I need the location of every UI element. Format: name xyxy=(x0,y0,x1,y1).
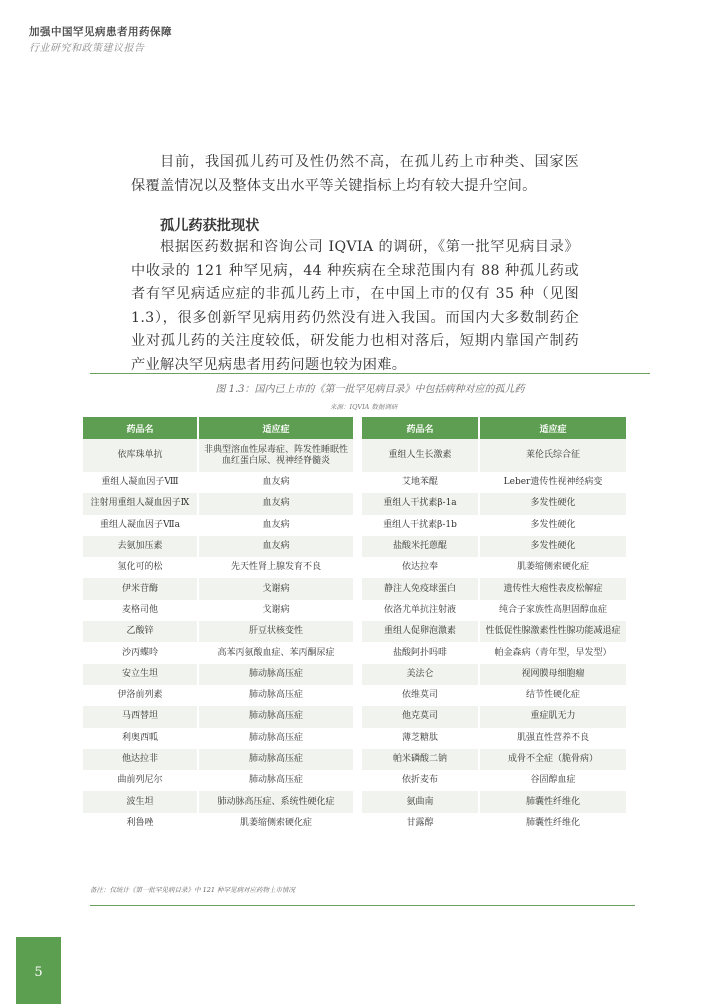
table-row xyxy=(362,536,626,557)
drug-name-cell: 薄芝糖肽 xyxy=(362,728,479,749)
indication-cell: 肺动脉高压症 xyxy=(198,728,353,749)
indication-cell: 肌萎缩侧索硬化症 xyxy=(198,813,353,834)
orphan-drug-table-left xyxy=(83,417,353,834)
page-number-box xyxy=(16,937,61,1004)
drug-name-cell: 重组人凝血因子Ⅷ xyxy=(83,472,198,493)
table-row xyxy=(362,578,626,599)
drug-name-cell: 重组人干扰素β-1a xyxy=(362,493,479,514)
indication-cell: 肺囊性纤维化 xyxy=(479,813,626,834)
table-row xyxy=(362,770,626,791)
drug-name-cell: 波生坦 xyxy=(83,791,198,812)
drug-name-cell: 甘露醇 xyxy=(362,813,479,834)
drug-name-cell: 依达拉奉 xyxy=(362,557,479,578)
drug-name-cell: 依折麦布 xyxy=(362,770,479,791)
indication-cell: 血友病 xyxy=(198,515,353,536)
drug-name-cell: 沙丙蝶呤 xyxy=(83,642,198,663)
indication-cell: 多发性硬化 xyxy=(479,515,626,536)
drug-name-cell: 乙酸锌 xyxy=(83,621,198,642)
table-row xyxy=(362,664,626,685)
column-header-drug: 药品名 xyxy=(83,417,198,439)
indication-cell: 多发性硬化 xyxy=(479,536,626,557)
drug-name-cell: 依洛尤单抗注射液 xyxy=(362,600,479,621)
indication-cell: 血友病 xyxy=(198,472,353,493)
table-row xyxy=(83,536,353,557)
figure-note: 备注：仅统计《第一批罕见病目录》中 121 种罕见病对应药物上市情况 xyxy=(90,886,296,894)
drug-name-cell: 他克莫司 xyxy=(362,706,479,727)
table-row xyxy=(362,813,626,834)
indication-cell: 先天性肾上腺发育不良 xyxy=(198,557,353,578)
table-row xyxy=(83,439,353,472)
table-header-row xyxy=(83,417,353,439)
drug-name-cell: 马西替坦 xyxy=(83,706,198,727)
figure-caption: 图 1.3：国内已上市的《第一批罕见病目录》中包括病种对应的孤儿药 xyxy=(215,384,525,395)
indication-cell: 帕金森病（青年型，早发型） xyxy=(479,642,626,663)
drug-name-cell: 帕米磷酸二钠 xyxy=(362,749,479,770)
drug-name-cell: 重组人生长激素 xyxy=(362,439,479,472)
indication-cell: 肺动脉高压症 xyxy=(198,706,353,727)
indication-cell: 戈谢病 xyxy=(198,600,353,621)
table-row xyxy=(83,706,353,727)
indication-cell: 血友病 xyxy=(198,493,353,514)
indication-cell: 肺动脉高压症 xyxy=(198,770,353,791)
table-row xyxy=(362,749,626,770)
drug-name-cell: 重组人干扰素β-1b xyxy=(362,515,479,536)
drug-name-cell: 氢化可的松 xyxy=(83,557,198,578)
table-row xyxy=(83,642,353,663)
drug-name-cell: 美法仑 xyxy=(362,664,479,685)
drug-name-cell: 氨曲南 xyxy=(362,791,479,812)
body-paragraph: 根据医药数据和咨询公司 IQVIA 的调研，《第一批罕见病目录》中收录的 121 种罕见病，44 种疾病在全球范围内有 88 种孤儿药或者有罕见病适应症的非孤儿药上市，在中国上市的仅有 35 种（见图 1.3），很多创新罕见病用药仍然没有进入我国。而国内大多数制药企业对孤儿药的关注度较低，研发能力也相对落后，短期内靠国产制药产业解决罕见病患者用药问题也较为困难。 xyxy=(131,239,579,373)
table-row xyxy=(83,472,353,493)
running-header-subtitle: 行业研究和政策建议报告 xyxy=(29,43,145,54)
orphan-drug-table-right xyxy=(362,417,626,834)
indication-cell: Leber遗传性视神经病变 xyxy=(479,472,626,493)
indication-cell: 肺囊性纤维化 xyxy=(479,791,626,812)
table-row xyxy=(83,791,353,812)
table-row xyxy=(362,493,626,514)
indication-cell: 肌强直性营养不良 xyxy=(479,728,626,749)
table-row xyxy=(83,600,353,621)
indication-cell: 肺动脉高压症、系统性硬化症 xyxy=(198,791,353,812)
indication-cell: 肺动脉高压症 xyxy=(198,664,353,685)
table-row xyxy=(83,749,353,770)
indication-cell: 遗传性大疱性表皮松解症 xyxy=(479,578,626,599)
table-row xyxy=(83,728,353,749)
table-row xyxy=(362,791,626,812)
drug-name-cell: 曲前列尼尔 xyxy=(83,770,198,791)
figure-source: 来源：IQVIA 数据调研 xyxy=(330,403,398,411)
table-row xyxy=(83,621,353,642)
table-row xyxy=(362,621,626,642)
column-header-drug: 药品名 xyxy=(362,417,479,439)
indication-cell: 肌萎缩侧索硬化症 xyxy=(479,557,626,578)
page-number: 5 xyxy=(34,965,43,980)
indication-cell: 高苯丙氨酸血症、苯丙酮尿症 xyxy=(198,642,353,663)
drug-name-cell: 静注人免疫球蛋白 xyxy=(362,578,479,599)
table-row xyxy=(83,557,353,578)
table-row xyxy=(362,515,626,536)
drug-name-cell: 依维莫司 xyxy=(362,685,479,706)
indication-cell: 性低促性腺激素性性腺功能减退症 xyxy=(479,621,626,642)
drug-name-cell: 重组人促卵泡激素 xyxy=(362,621,479,642)
indication-cell: 血友病 xyxy=(198,536,353,557)
drug-name-cell: 依库珠单抗 xyxy=(83,439,198,472)
indication-cell: 成骨不全症（脆骨病） xyxy=(479,749,626,770)
indication-cell: 肝豆状核变性 xyxy=(198,621,353,642)
drug-name-cell: 伊洛前列素 xyxy=(83,685,198,706)
intro-paragraph: 目前，我国孤儿药可及性仍然不高，在孤儿药上市种类、国家医保覆盖情况以及整体支出水平等关键指标上均有较大提升空间。 xyxy=(131,154,579,194)
table-row xyxy=(83,515,353,536)
table-row xyxy=(362,728,626,749)
table-header-row xyxy=(362,417,626,439)
table-row xyxy=(83,578,353,599)
drug-name-cell: 重组人凝血因子Ⅶa xyxy=(83,515,198,536)
drug-name-cell: 盐酸阿扑吗啡 xyxy=(362,642,479,663)
table-row xyxy=(362,706,626,727)
table-row xyxy=(362,557,626,578)
indication-cell: 结节性硬化症 xyxy=(479,685,626,706)
indication-cell: 肺动脉高压症 xyxy=(198,749,353,770)
table-row xyxy=(362,439,626,472)
table-row xyxy=(83,664,353,685)
column-header-indication: 适应症 xyxy=(198,417,353,439)
drug-name-cell: 安立生坦 xyxy=(83,664,198,685)
drug-name-cell: 注射用重组人凝血因子Ⅸ xyxy=(83,493,198,514)
table-row xyxy=(362,642,626,663)
drug-name-cell: 伊米苷酶 xyxy=(83,578,198,599)
drug-name-cell: 盐酸米托蒽醌 xyxy=(362,536,479,557)
table-row xyxy=(362,472,626,493)
indication-cell: 肺动脉高压症 xyxy=(198,685,353,706)
indication-cell: 视网膜母细胞瘤 xyxy=(479,664,626,685)
section-heading: 孤儿药获批现状 xyxy=(160,218,260,234)
indication-cell: 莱伦氏综合征 xyxy=(479,439,626,472)
indication-cell: 非典型溶血性尿毒症、阵发性睡眠性血红蛋白尿、视神经脊髓炎 xyxy=(198,439,353,472)
column-header-indication: 适应症 xyxy=(479,417,626,439)
table-row xyxy=(83,813,353,834)
drug-name-cell: 麦格司他 xyxy=(83,600,198,621)
indication-cell: 纯合子家族性高胆固醇血症 xyxy=(479,600,626,621)
drug-name-cell: 利鲁唑 xyxy=(83,813,198,834)
table-row xyxy=(83,493,353,514)
table-row xyxy=(83,685,353,706)
figure-bottom-rule xyxy=(90,905,635,906)
indication-cell: 戈谢病 xyxy=(198,578,353,599)
table-row xyxy=(362,600,626,621)
drug-name-cell: 他达拉非 xyxy=(83,749,198,770)
table-row xyxy=(83,770,353,791)
indication-cell: 重症肌无力 xyxy=(479,706,626,727)
indication-cell: 谷固醇血症 xyxy=(479,770,626,791)
running-header-title: 加强中国罕见病患者用药保障 xyxy=(29,26,172,38)
figure-top-rule xyxy=(90,373,650,374)
table-row xyxy=(362,685,626,706)
drug-name-cell: 利奥西呱 xyxy=(83,728,198,749)
indication-cell: 多发性硬化 xyxy=(479,493,626,514)
drug-name-cell: 艾地苯醌 xyxy=(362,472,479,493)
drug-name-cell: 去氨加压素 xyxy=(83,536,198,557)
